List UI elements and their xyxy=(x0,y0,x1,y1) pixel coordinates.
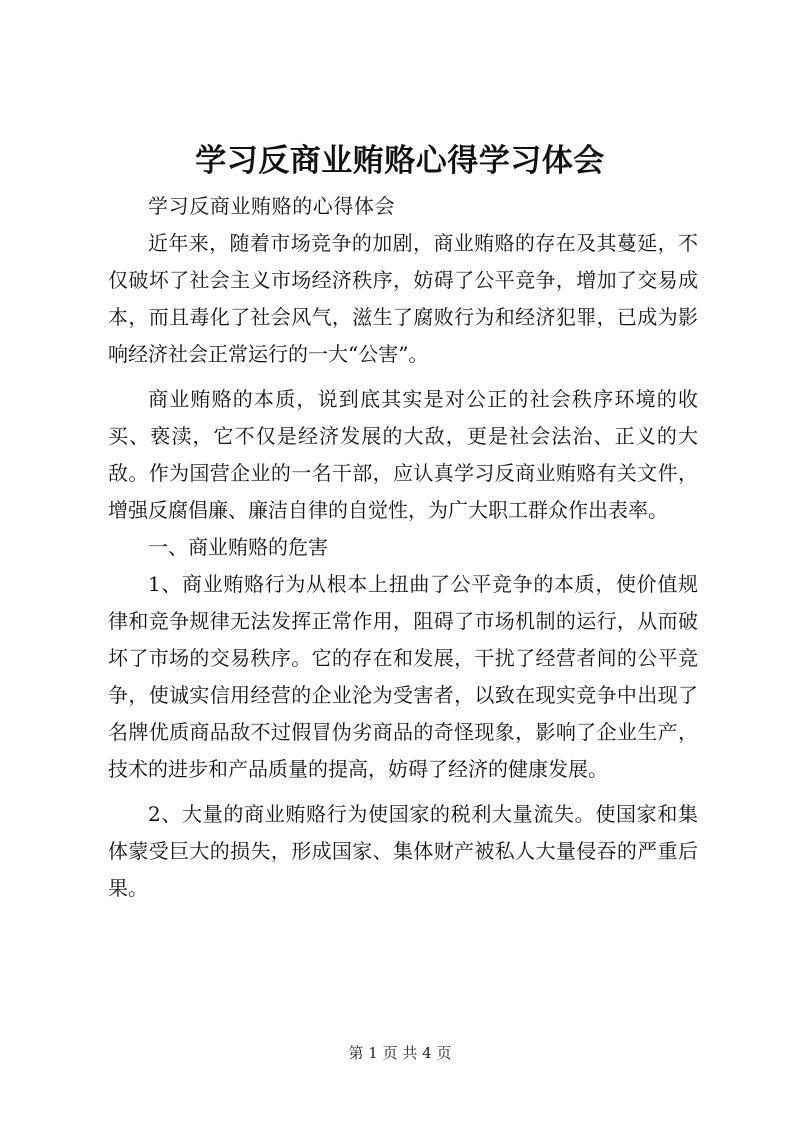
paragraph-nature: 商业贿赂的本质，说到底其实是对公正的社会秩序环境的收买、亵渎，它不仅是经济发展的大敌，更是社会法治、正义的大敌。作为国营企业的一名干部，应认真学习反商业贿赂有关文件，增强反腐倡廉、廉洁自律的自觉性，为广大职工群众作出表率。 xyxy=(108,387,698,522)
section-heading-harms: 一、商业贿赂的危害 xyxy=(148,535,328,559)
document-body xyxy=(108,188,698,907)
document-subtitle: 学习反商业贿赂的心得体会 xyxy=(148,194,396,218)
paragraph-harm-1: 1、商业贿赂行为从根本上扭曲了公平竞争的本质，使价值规律和竞争规律无法发挥正常作用，阻碍了市场机制的运行，从而破坏了市场的交易秩序。它的存在和发展，干扰了经营者间的公平竞争，使诚实信用经营的企业沦为受害者，以致在现实竞争中出现了名牌优质商品敌不过假冒伪劣商品的奇怪现象，影响了企业生产，技术的进步和产品质量的提高，妨碍了经济的健康发展。 xyxy=(108,572,698,781)
document-title: 学习反商业贿赂心得学习体会 xyxy=(195,143,605,179)
paragraph-intro: 近年来，随着市场竞争的加剧，商业贿赂的存在及其蔓延，不仅破坏了社会主义市场经济秩序，妨碍了公平竞争，增加了交易成本，而且毒化了社会风气，滋生了腐败行为和经济犯罪，已成为影响经济社会正常运行的一大“公害”。 xyxy=(108,231,698,366)
paragraph-harm-2: 2、大量的商业贿赂行为使国家的税利大量流失。使国家和集体蒙受巨大的损失，形成国家、集体财产被私人大量侵吞的严重后果。 xyxy=(108,802,698,900)
page-number-footer: 第 1 页 共 4 页 xyxy=(348,1044,452,1062)
